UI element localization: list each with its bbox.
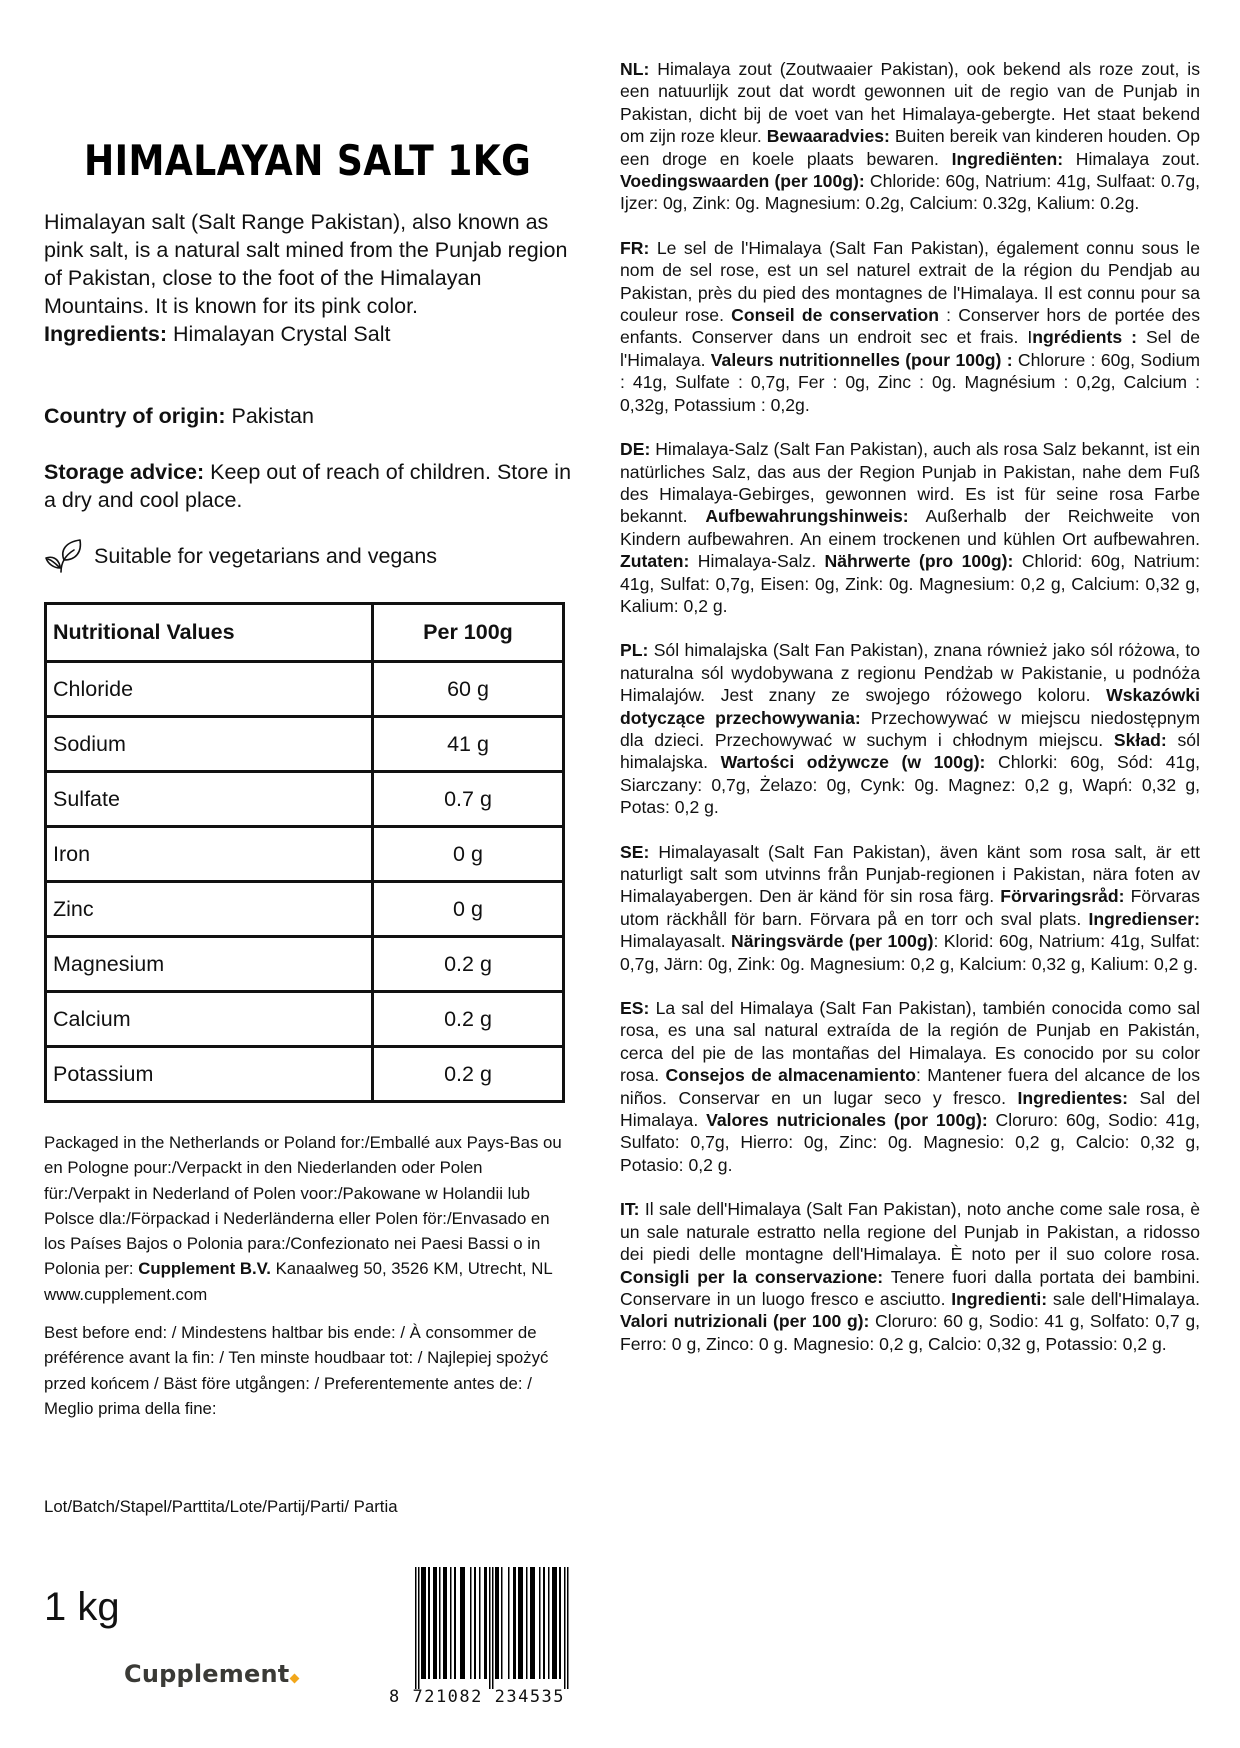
section-text: Chlorki: 60g, Sód: 41g, Siarczany: 0,7g, Żelazo: 0g, Cynk: 0g. Magnez: 0,2 g, Wapń: 0,32 g, Potas: 0,2 g.	[620, 752, 1200, 818]
nutrient-value: 0.2 g	[373, 992, 564, 1047]
translation-se	[620, 841, 1200, 975]
section-label: Aufbewahrungshinweis:	[705, 506, 909, 527]
origin-label: Country of origin:	[44, 404, 226, 428]
section-text: Cloruro: 60g, Sodio: 41g, Sulfato: 0,7g, Hierro: 0g, Zinc: 0g. Magnesio: 0,2 g, Calcio: 0,32 g, Potasio: 0,2 g.	[620, 1110, 1201, 1175]
section-label: Ingredientes:	[1017, 1087, 1128, 1108]
section-label: Voedingswaarden (per 100g):	[620, 171, 865, 192]
table-row	[46, 772, 564, 827]
vegan-text: Suitable for vegetarians and vegans	[94, 543, 438, 568]
nutrient-value: 41 g	[373, 717, 564, 772]
brand-name: Cupplement	[124, 1660, 290, 1688]
table-row	[46, 937, 564, 992]
language-code: DE:	[620, 439, 651, 460]
nutrient-value: 0 g	[373, 827, 564, 882]
storage-label: Storage advice:	[44, 460, 205, 484]
section-text: Il sale dell'Himalaya (Salt Fan Pakistan), noto anche come sale rosa, è un sale naturale estratto nella regione del Punjab in Pakistan, a ridosso dei piedi delle montagne dell'Himalaya. È noto per il suo colore rosa.	[620, 1199, 1200, 1265]
section-label: Ingredienser:	[1088, 908, 1200, 929]
net-weight: 1 kg	[44, 1585, 120, 1629]
section-label: Zutaten:	[620, 551, 690, 572]
nutrient-value: 0.7 g	[373, 772, 564, 827]
section-text: Sel de l'Himalaya.	[620, 327, 1200, 370]
nutrient-value: 0.2 g	[373, 937, 564, 992]
section-label: Ingrediënten:	[951, 148, 1064, 169]
language-code: ES:	[620, 998, 650, 1019]
nutrient-name: Chloride	[46, 662, 373, 717]
packaged-by	[44, 1130, 572, 1307]
translation-fr	[620, 237, 1200, 416]
section-text: Förvaras utom räckhåll för barn. Förvara på en torr och sval plats.	[620, 886, 1200, 929]
brand-logo	[124, 1660, 298, 1688]
language-code: FR:	[620, 237, 650, 258]
section-text: Himalayasalt.	[620, 931, 731, 952]
table-row	[46, 882, 564, 937]
ingredients-label: Ingredients:	[44, 322, 168, 346]
nutrition-header-row	[46, 604, 564, 662]
nutrient-value: 60 g	[373, 662, 564, 717]
language-code: PL:	[620, 640, 649, 661]
leaf-icon	[44, 538, 84, 574]
section-label: Bewaaradvies:	[766, 126, 890, 147]
storage-advice	[44, 458, 572, 514]
section-label: Wartości odżywcze (w 100g):	[720, 752, 986, 773]
table-row	[46, 992, 564, 1047]
barcode-bars-icon	[415, 1567, 569, 1689]
nutrient-name: Potassium	[46, 1047, 373, 1102]
section-text: Sal del Himalaya.	[620, 1087, 1201, 1131]
table-row	[46, 827, 564, 882]
translation-de	[620, 438, 1200, 617]
table-row	[46, 717, 564, 772]
section-label: Consigli per la conservazione:	[620, 1266, 884, 1287]
table-row	[46, 1047, 564, 1102]
section-text: Chloride: 60g, Natrium: 41g, Sulfaat: 0.7g, Ijzer: 0g, Zink: 0g. Magnesium: 0.2g, Calcium: 0.32g, Kalium: 0.2g.	[620, 171, 1200, 214]
product-description-block	[44, 208, 572, 348]
nutrient-value: 0.2 g	[373, 1047, 564, 1102]
nutrient-name: Sulfate	[46, 772, 373, 827]
product-title: HIMALAYAN SALT 1KG	[84, 136, 532, 186]
section-text: La sal del Himalaya (Salt Fan Pakistan), también conocida como sal rosa, es una sal natural extraída de la región de Punjab en Pakistán, cerca del pie de las montañas del Himalaya. Es conocido por su color rosa.	[620, 998, 1200, 1086]
section-label: Valores nutricionales (por 100g):	[706, 1110, 988, 1131]
barcode-number: 8 721082 234535	[389, 1687, 566, 1707]
section-text: sale dell'Himalaya.	[1047, 1288, 1200, 1309]
section-text: : Mantener fuera del alcance de los niños. Conservar en un lugar seco y fresco.	[620, 1065, 1200, 1108]
language-code: IT:	[620, 1199, 640, 1220]
language-code: SE:	[620, 841, 650, 862]
section-text: Himalaya-Salz (Salt Fan Pakistan), auch als rosa Salz bekannt, ist ein natürliches Salz, das aus der Region Punjab in Pakistan, nahe dem Fuß des Himalaya-Gebirges, gewonnen wird. Es ist für seine rosa Farbe bekannt.	[620, 439, 1200, 527]
nutrient-name: Magnesium	[46, 937, 373, 992]
section-text: Buiten bereik van kinderen houden. Op een droge en koele plaats bewaren.	[620, 126, 1200, 169]
section-text: : Klorid: 60g, Natrium: 41g, Sulfat: 0,7g, Järn: 0g, Zink: 0g. Magnesium: 0,2 g, Kalcium: 0,32 g, Kalium: 0,2 g.	[620, 931, 1200, 974]
section-label: Skład:	[1113, 729, 1167, 750]
section-text: Tenere fuori dalla portata dei bambini. Conservare in un luogo fresco e asciutto.	[620, 1266, 1200, 1309]
translations-column	[620, 58, 1200, 1377]
section-text: Himalaya zout (Zoutwaaier Pakistan), ook bekend als roze zout, is een natuurlijk zout dat wordt gewonnen uit de regio van de Punjab in Pakistan, dicht bij de voet van het Himalaya-gebergte. Het staat bekend om zijn roze kleur.	[620, 59, 1200, 147]
section-text: Himalaya-Salz.	[689, 551, 825, 572]
translation-es	[620, 997, 1200, 1176]
nutrient-name: Sodium	[46, 717, 373, 772]
translation-nl	[620, 58, 1200, 215]
nutrition-header-value: Per 100g	[373, 604, 564, 662]
section-text: Chlorure : 60g, Sodium : 41g, Sulfate : 0,7g, Fer : 0g, Zinc : 0g. Magnésium : 0,2g, Calcium : 0,32g, Potassium : 0,2g.	[620, 349, 1201, 415]
country-of-origin	[44, 402, 314, 430]
section-text: Himalaya zout.	[1063, 148, 1200, 169]
product-description: Himalayan salt (Salt Range Pakistan), also known as pink salt, is a natural salt mined from the Punjab region of Pakistan, close to the foot of the Himalayan Mountains. It is known for its pink color.	[44, 210, 568, 318]
company-address: Kanaalweg 50, 3526 KM, Utrecht, NL www.cupplement.com	[44, 1259, 553, 1304]
section-text: Chlorid: 60g, Natrium: 41g, Sulfat: 0,7g, Eisen: 0g, Zink: 0g. Magnesium: 0,2 g, Calcium: 0,32 g, Kalium: 0,2 g.	[620, 551, 1200, 616]
nutrient-value: 0 g	[373, 882, 564, 937]
section-text: Himalayasalt (Salt Fan Pakistan), även känt som rosa salt, är ett naturligt salt som utvinns från Punjab-regionen i Pakistan, nära foten av Himalayabergen. Den är känd för sin rosa färg.	[620, 841, 1200, 907]
nutrition-header-name: Nutritional Values	[46, 604, 373, 662]
language-code: NL:	[620, 59, 650, 79]
section-label: ngrédients :	[1032, 327, 1138, 348]
vegan-badge	[44, 538, 437, 574]
section-label: Wskazówki dotyczące przechowywania:	[620, 685, 1200, 728]
section-text: : Conserver hors de portée des enfants. Conserver dans un endroit sec et frais. I	[620, 305, 1201, 348]
lot-batch: Lot/Batch/Stapel/Parttita/Lote/Partij/Parti/ Partia	[44, 1497, 398, 1516]
barcode	[389, 1567, 569, 1707]
packaged-text: Packaged in the Netherlands or Poland for:/Emballé aux Pays-Bas ou en Pologne pour:/Verpackt in den Niederlanden oder Polen für:/Verpakt in Nederland of Polen voor:/Pakowane w Holandii lub Polsce dla:/Förpackad i Nederländerna eller Polen för:/Envasado en los Países Bajos o Polonia para:/Confezionato nei Paesi Bassi o in Polonia per:	[44, 1133, 562, 1279]
brand-dot-icon	[290, 1674, 300, 1684]
section-label: Förvaringsråd:	[1000, 886, 1125, 907]
best-before: Best before end: / Mindestens haltbar bis ende: / À consommer de préférence avant la fin: / Ten minste houdbaar tot: / Najlepiej spożyć przed końcem / Bäst före utgången: / Preferentemente antes de: / Meglio prima della fine:	[44, 1323, 549, 1418]
section-label: Conseil de conservation	[731, 305, 940, 326]
nutrient-name: Iron	[46, 827, 373, 882]
nutrition-table	[44, 602, 565, 1103]
section-label: Näringsvärde (per 100g)	[731, 931, 934, 952]
translation-it	[620, 1198, 1200, 1355]
ingredients-line	[44, 320, 572, 348]
section-label: Ingredienti:	[951, 1288, 1048, 1309]
storage-value: Keep out of reach of children. Store in a dry and cool place.	[44, 460, 572, 512]
company-name: Cupplement B.V.	[138, 1259, 271, 1279]
origin-value: Pakistan	[225, 404, 314, 428]
section-label: Valeurs nutritionnelles (pour 100g) :	[710, 349, 1013, 370]
section-text: sól himalajska.	[620, 729, 1200, 773]
section-text: Sól himalajska (Salt Fan Pakistan), znana również jako sól różowa, to naturalna sól wydobywana z regionu Pendżab w Pakistanie, u podnóża Himalajów. Jest znany ze swojego różowego koloru.	[620, 640, 1200, 706]
ingredients-value: Himalayan Crystal Salt	[167, 322, 391, 346]
section-text: Le sel de l'Himalaya (Salt Fan Pakistan), également connu sous le nom de sel rose, est un sel naturel extrait de la région du Pendjab au Pakistan, près du pied des montagnes de l'Himalaya. Il est connu pour sa couleur rose.	[620, 237, 1200, 326]
section-label: Nährwerte (pro 100g):	[824, 551, 1014, 572]
table-row	[46, 662, 564, 717]
section-text: Przechowywać w miejscu niedostępnym dla dzieci. Przechowywać w suchym i chłodnym miejscu.	[620, 707, 1200, 750]
section-text: Außerhalb der Reichweite von Kindern aufbewahren. An einem trockenen und kühlen Ort aufbewahren.	[620, 506, 1200, 549]
translation-pl	[620, 639, 1200, 818]
nutrient-name: Zinc	[46, 882, 373, 937]
section-text: Cloruro: 60 g, Sodio: 41 g, Solfato: 0,7 g, Ferro: 0 g, Zinco: 0 g. Magnesio: 0,2 g, Calcio: 0,32 g, Potassio: 0,2 g.	[620, 1311, 1200, 1354]
section-label: Valori nutrizionali (per 100 g):	[620, 1311, 870, 1332]
section-label: Consejos de almacenamiento	[665, 1065, 916, 1086]
nutrient-name: Calcium	[46, 992, 373, 1047]
